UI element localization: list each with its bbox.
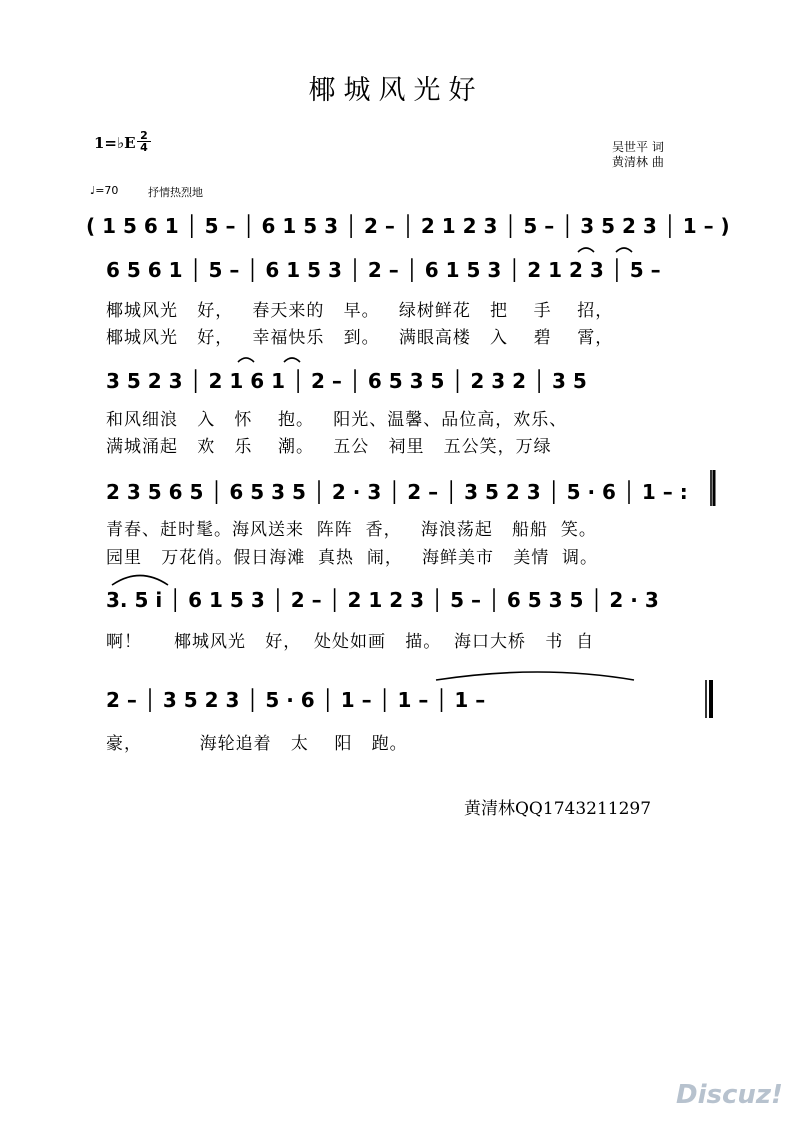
score-row-6: 2 – │ 3 5 2 3 │ 5 · 6 │ 1 – │ 1 – │ 1 – xyxy=(106,688,486,712)
lyric-row-4-verse-1: 青春、赶时髦。海风送来 阵阵 香， 海浪荡起 船船 笑。 xyxy=(106,520,597,540)
composer-credit: 黄清林 曲 xyxy=(612,155,664,169)
key-signature: 1=♭E xyxy=(94,134,136,152)
arranger-note: 黄清林QQ1743211297 xyxy=(464,799,652,819)
tempo-marking: ♩=70 xyxy=(90,184,119,197)
watermark: Discuz! xyxy=(676,1080,783,1110)
lyric-row-4-verse-2: 园里 万花俏。假日海滩 真热 闹， 海鲜美市 美情 调。 xyxy=(106,548,599,568)
lyric-row-2-verse-2: 椰城风光 好， 幸福快乐 到。 满眼高楼 入 碧 霄， xyxy=(106,328,614,348)
lyricist-credit: 吴世平 词 xyxy=(612,140,664,154)
lyric-row-3-verse-2: 满城涌起 欢 乐 潮。 五公 祠里 五公笑，万绿 xyxy=(106,437,552,457)
score-row-4: 2 3 5 6 5 │ 6 5 3 5 │ 2 · 3 │ 2 – │ 3 5 2 3 │ 5 · 6 │ 1 – : xyxy=(106,480,688,504)
time-signature xyxy=(137,130,151,153)
score-row-2: 6 5 6 1 │ 5 – │ 6 1 5 3 │ 2 – │ 6 1 5 3 │ 2 1 2 3 │ 5 – xyxy=(106,258,661,282)
lyric-row-3-verse-1: 和风细浪 入 怀 抱。 阳光、温馨、品位高，欢乐、 xyxy=(106,410,568,430)
expression-marking: 抒情热烈地 xyxy=(148,186,203,199)
score-row-3: 3 5 2 3 │ 2 1 6 1 │ 2 – │ 6 5 3 5 │ 2 3 2 │ 3 5 xyxy=(106,369,587,393)
score-row-1: ( 1 5 6 1 │ 5 – │ 6 1 5 3 │ 2 – │ 2 1 2 3 │ 5 – │ 3 5 2 3 │ 1 – ) xyxy=(86,214,730,238)
time-signature-bottom: 4 xyxy=(140,141,148,154)
page-title: 椰城风光好 xyxy=(308,75,484,106)
score-row-5: 3. 5 i │ 6 1 5 3 │ 2 – │ 2 1 2 3 │ 5 – │ 6 5 3 5 │ 2 · 3 xyxy=(106,588,659,612)
lyric-row-2-verse-1: 椰城风光 好， 春天来的 早。 绿树鲜花 把 手 招， xyxy=(106,301,614,321)
lyric-row-5: 啊！ 椰城风光 好， 处处如画 描。 海口大桥 书 自 xyxy=(106,632,595,652)
lyric-row-6: 豪， 海轮追着 太 阳 跑。 xyxy=(106,734,408,754)
time-signature-top: 2 xyxy=(140,129,148,142)
